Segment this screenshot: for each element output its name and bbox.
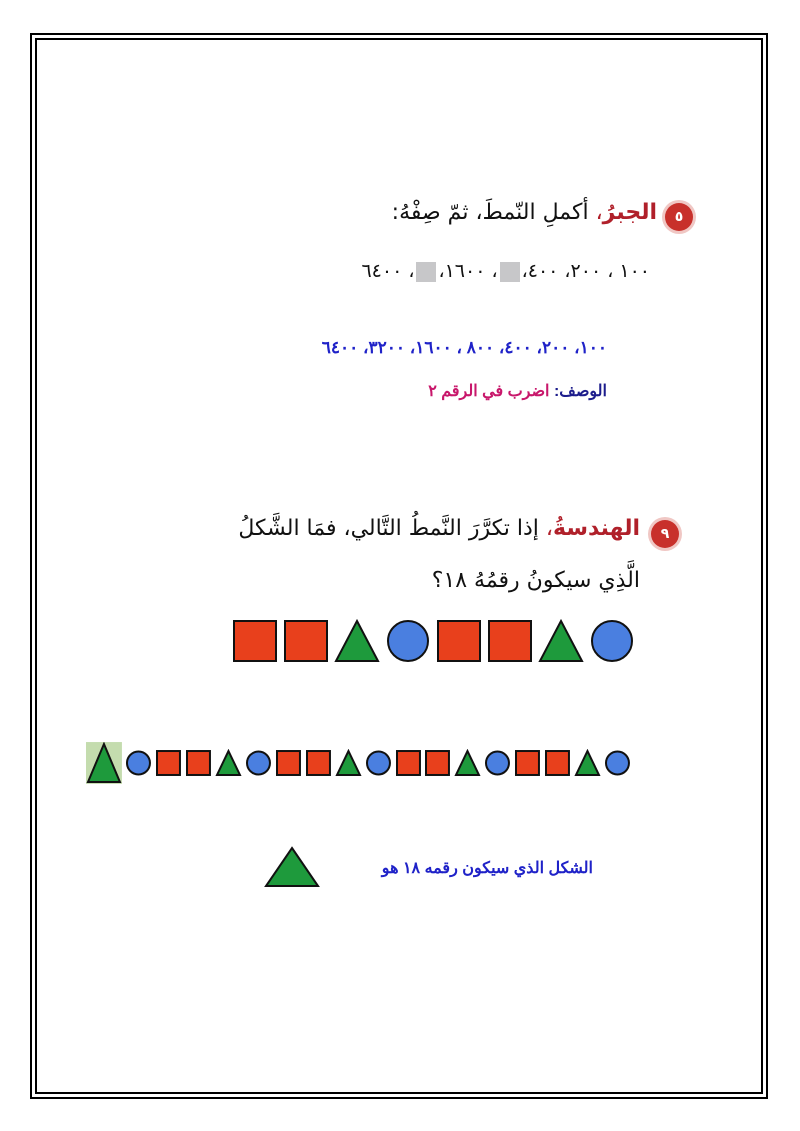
triangle-mark: [217, 751, 240, 775]
question-5-description: [187, 381, 607, 401]
answer-shape: [264, 846, 320, 888]
square-mark: [285, 621, 327, 661]
question-5-answer-sequence: ١٠٠، ٢٠٠، ٤٠٠، ٨٠٠ ، ١٦٠٠، ٣٢٠٠، ٦٤٠٠: [321, 338, 607, 357]
description-value: اضرب في الرقم ٢: [428, 383, 550, 400]
triangle-mark: [336, 621, 378, 661]
square-mark: [307, 751, 330, 775]
question-5-number-badge: ٥: [665, 203, 693, 231]
extended-pattern-row: [86, 740, 631, 785]
blank-box: [500, 262, 520, 282]
triangle-shape: [264, 846, 320, 888]
square-mark: [187, 751, 210, 775]
square-shape: [487, 619, 533, 663]
triangle-mark: [576, 751, 599, 775]
triangle-shape: [215, 749, 242, 777]
question-5-instruction-text: أكملِ النّمطَ، ثمّ صِفْهُ:: [391, 200, 589, 225]
square-mark: [234, 621, 276, 661]
question-5-instruction: الجبرُ، أكملِ النّمطَ، ثمّ صِفْهُ:: [391, 200, 657, 225]
circle-mark: [388, 621, 428, 661]
triangle-shape: [454, 749, 481, 777]
square-shape: [185, 749, 212, 777]
circle-shape: [484, 749, 511, 777]
question-9-line-2: الَّذِي سيكونُ رقمُهُ ١٨؟: [431, 568, 640, 593]
triangle-shape: [335, 749, 362, 777]
square-mark: [489, 621, 531, 661]
square-shape: [395, 749, 422, 777]
circle-mark: [127, 751, 150, 774]
circle-shape: [245, 749, 272, 777]
circle-mark: [606, 751, 629, 774]
triangle-mark: [337, 751, 360, 775]
question-9-line-1: الهندسةُ، إذا تكرَّرَ النَّمطُ التَّالي، فمَا الشَّكلُ: [238, 516, 640, 541]
square-shape: [275, 749, 302, 777]
square-shape: [232, 619, 278, 663]
circle-mark: [367, 751, 390, 774]
square-shape: [305, 749, 332, 777]
square-shape: [436, 619, 482, 663]
square-mark: [157, 751, 180, 775]
square-mark: [546, 751, 569, 775]
blank-box: [416, 262, 436, 282]
question-9-text-line-1: إذا تكرَّرَ النَّمطُ التَّالي، فمَا الشَّكلُ: [238, 516, 539, 541]
square-mark: [516, 751, 539, 775]
triangle-mark: [456, 751, 479, 775]
square-mark: [438, 621, 480, 661]
square-shape: [544, 749, 571, 777]
triangle-mark: [540, 621, 582, 661]
triangle-shape: [574, 749, 601, 777]
square-shape: [155, 749, 182, 777]
circle-mark: [486, 751, 509, 774]
highlighted-triangle-shape: [86, 742, 122, 784]
question-5-topic: الجبرُ: [602, 200, 657, 225]
page-border-inner: [35, 38, 763, 1094]
square-shape: [283, 619, 329, 663]
triangle-mark: [266, 848, 318, 886]
square-mark: [277, 751, 300, 775]
circle-mark: [247, 751, 270, 774]
circle-shape: [365, 749, 392, 777]
question-5-sequence: ١٠٠ ، ٢٠٠، ٤٠٠،، ١٦٠٠،، ٦٤٠٠: [361, 260, 650, 282]
triangle-shape: [538, 619, 584, 663]
question-9-topic: الهندسةُ: [553, 516, 640, 541]
square-mark: [426, 751, 449, 775]
description-label: الوصف:: [553, 383, 607, 400]
triangle-shape: [334, 619, 380, 663]
pattern-shapes-row: [232, 618, 638, 663]
circle-shape: [589, 619, 635, 663]
square-shape: [514, 749, 541, 777]
question-9-number-badge: ٩: [651, 520, 679, 548]
square-mark: [396, 751, 419, 775]
square-shape: [424, 749, 451, 777]
circle-shape: [125, 749, 152, 777]
circle-shape: [604, 749, 631, 777]
circle-mark: [592, 621, 632, 661]
question-9-answer-text: الشكل الذي سيكون رقمه ١٨ هو: [381, 860, 593, 877]
circle-shape: [385, 619, 431, 663]
